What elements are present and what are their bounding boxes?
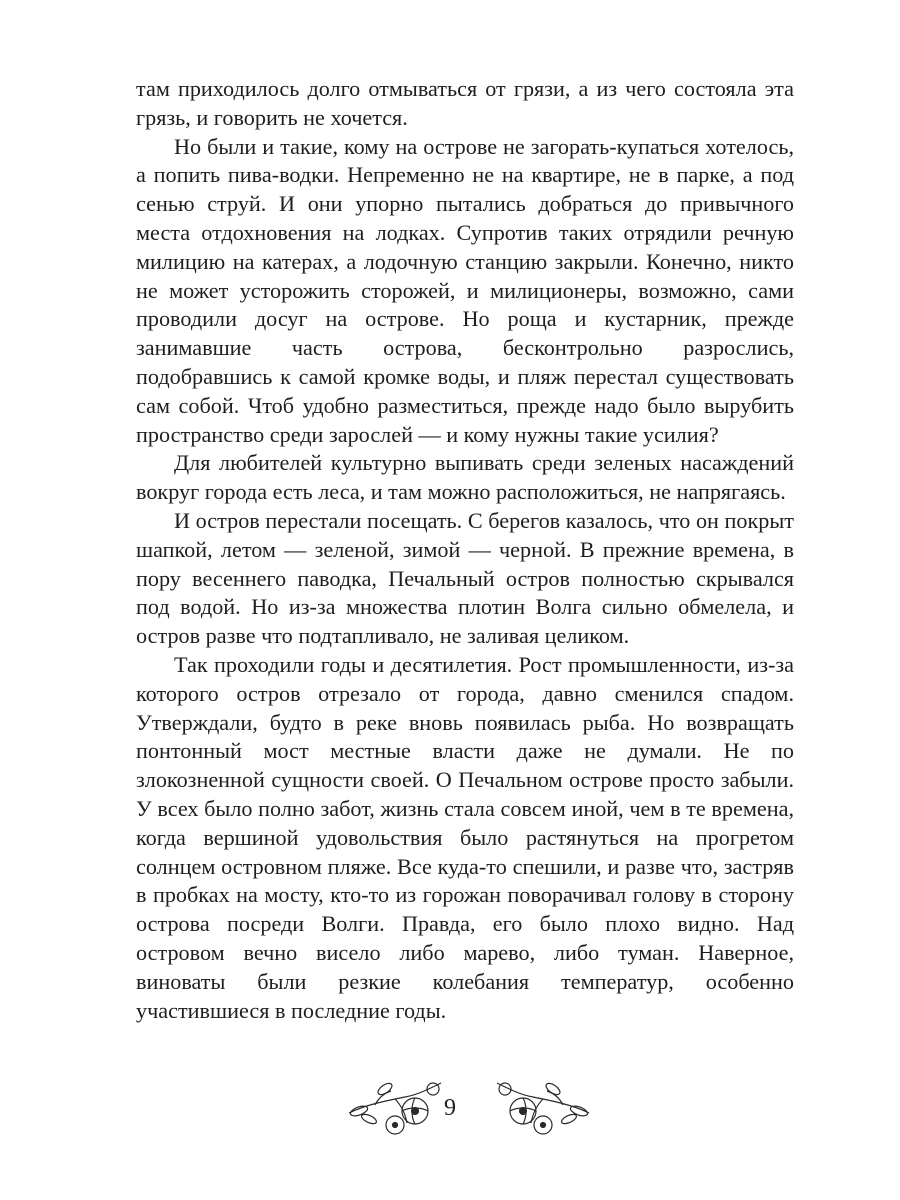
page-number: 9 <box>444 1095 456 1121</box>
body-text <box>136 75 794 1025</box>
paragraph: Но были и такие, кому на острове не загорать-купаться хотелось, а попить пива-водки. Непременно не на квартире, не в парке, а под сенью струй. И они упорно пытались добраться до привычного места отдохновения на лодках. Супротив таких отрядили речную милицию на катерах, а лодочную станцию закрыли. Конечно, никто не может усторожить сторожей, и милиционеры, возможно, сами проводили досуг на острове. Но роща и кустарник, прежде занимавшие часть острова, бесконтрольно разрослись, подобравшись к самой кромке воды, и пляж перестал существовать сам собой. Чтоб удобно разместиться, прежде надо было вырубить пространство среди зарослей — и кому нужны такие усилия? <box>136 133 794 447</box>
paragraph: И остров перестали посещать. С берегов казалось, что он покрыт шапкой, летом — зеленой, зимой — черной. В прежние времена, в пору весеннего паводка, Печальный остров полностью скрывался под водой. Но из-за множества плотин Волга сильно обмелела, и остров разве что подтапливало, не заливая целиком. <box>136 507 794 649</box>
paragraph: Так проходили годы и десятилетия. Рост промышленности, из-за которого остров отрезало от города, давно сменился спадом. Утверждали, будто в реке вновь появилась рыба. Но возвращать понтонный мост местные власти даже не думали. Не по злокозненной сущности своей. О Печальном острове просто забыли. У всех было полно забот, жизнь стала совсем иной, чем в те времена, когда вершиной удовольствия было растянуться на прогретом солнцем островном пляже. Все куда-то спешили, и разве что, застряв в пробках на мосту, кто-то из горожан поворачивал голову в сторону острова посреди Волги. Правда, его было плохо видно. Над островом вечно висело либо марево, либо туман. Наверное, виноваты были резкие колебания температур, особенно участившиеся в последние годы. <box>136 651 794 1023</box>
paragraph-continuation: там приходилось долго отмываться от грязи, а из чего состояла эта грязь, и говорить не хочется. <box>136 76 794 130</box>
paragraph: Для любителей культурно выпивать среди зеленых насаждений вокруг города есть леса, и там можно расположиться, не напрягаясь. <box>136 450 794 505</box>
floral-branch-icon <box>493 1075 593 1145</box>
page-footer <box>0 1075 900 1155</box>
